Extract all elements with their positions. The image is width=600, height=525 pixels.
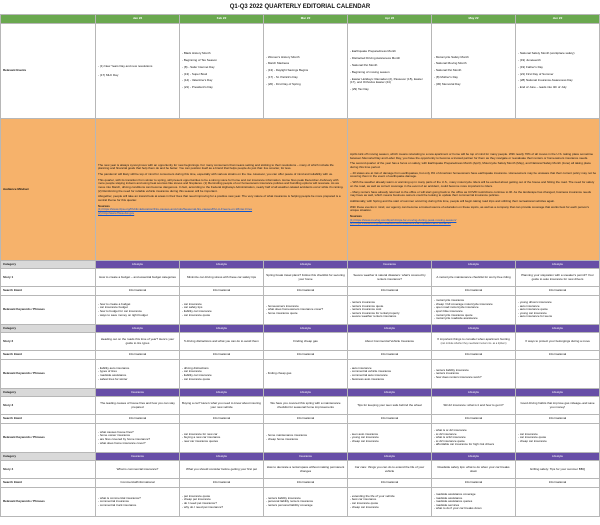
list-item: - home insurance quote: [266, 310, 298, 315]
keywords-cell: [264, 296, 348, 325]
mindset-q1: [96, 119, 348, 261]
row-label-relevant-keywords: Relevant Keywords / Phrases: [1, 424, 96, 453]
list-item: - commercial auto insurance: [350, 373, 388, 377]
search-intent-value: Informational: [432, 479, 516, 488]
keywords-cell: [516, 360, 600, 389]
source-link[interactable]: (1) https://www.moving.com/tips/13-tips-for-moving-during-peak-moving-season/: [350, 217, 457, 222]
list-item: - driving distractions: [182, 365, 209, 370]
list-item: - (29) Tax Day: [350, 86, 369, 91]
search-intent-value: Informational: [432, 351, 516, 360]
list-item: - renters insurance cost: [350, 307, 382, 312]
list-item: - what is commercial insurance?: [98, 495, 141, 500]
list-item: - car safety tips: [182, 305, 203, 310]
list-item: - sport bike insurance: [434, 309, 463, 313]
list-item: - do I need pet insurance?: [182, 501, 217, 505]
category-badge: Insurance: [96, 389, 180, 397]
category-badge: Lifestyle: [432, 325, 516, 333]
search-intent-value: Informational: [516, 479, 600, 488]
list-item: - Beginning of Tax Season: [182, 58, 217, 63]
keywords-row-4: [1, 488, 600, 517]
keywords-row-3: [1, 424, 600, 453]
list-item: - roadside assistance: [98, 373, 127, 377]
list-item: - liability car insurance: [182, 309, 212, 313]
list-item: - motorcycle roadside assistance: [434, 316, 478, 321]
mindset-paragraph: – 40 states are at risk of damage from earthquakes, but only 9% of American homeowners have earthquake insurance. Homeowners may be unaware that their current policy may not be covering them in the event of earthquake damage.: [350, 170, 597, 179]
category-badge: Insurance: [96, 453, 180, 461]
list-item: - young car insurance: [518, 310, 547, 315]
story-title: X important things to consider when apartment hunting (can include whether they need/want renters ins. as a tip/item): [432, 333, 516, 351]
category-row-3: [1, 389, 600, 397]
list-item: - car insurance for new car: [182, 431, 218, 436]
search-intent-value: Informational: [516, 351, 600, 360]
mindset-paragraph: The second quarter of the year has a focus on safety, with Earthquake Preparedness Month (April), Motorcycle Safety Month (May), and National Safety Month (June) all taking place during this time period.: [350, 161, 591, 170]
row-label-relevant-keywords: Relevant Keywords / Phrases: [1, 488, 96, 517]
list-item: - young drivers insurance: [518, 300, 552, 305]
list-item: - commercial vehicle insurance: [350, 369, 392, 374]
list-item: - car insurance: [182, 301, 202, 306]
list-item: - Easter Holidays: Ramadan (2), Passover (15), Easter (17), and Orthodox Easter (24): [350, 76, 423, 85]
row-label-relevant-keywords: Relevant Keywords / Phrases: [1, 360, 96, 389]
list-item: - teen auto insurance: [350, 431, 379, 436]
list-item: - cheap car insurance: [350, 438, 379, 443]
list-item: - Women's History Month: [266, 54, 300, 59]
search-intent-row-3: [1, 415, 600, 424]
list-item: - (13) - Super Bowl: [182, 71, 208, 76]
list-item: - (28) National Insurance Awareness Day: [518, 78, 573, 83]
list-item: - Distracted Driving Awareness Month: [350, 56, 401, 61]
mindset-paragraph: Aprils kick off moving season, which means relocating to a new apartment or home will be top of mind for many people. With nearly 70% of all moves in the U.S. taking place sometime between Memorial Day and Labor Day, you have the opportunity to become a trusted partner for them as they navigate or reevaluate their renters or homeowners insurance needs.: [350, 152, 594, 160]
list-item: - how to budget for car insurance: [98, 309, 142, 313]
list-item: - (1) New Years Day and new resolutions: [98, 63, 153, 68]
list-item: - (20) - First Day of Spring: [266, 81, 301, 86]
list-item: - Beginning of moving season: [350, 69, 390, 74]
keywords-cell: [432, 296, 516, 325]
events-cell-4: [348, 24, 432, 119]
search-intent-value: Informational: [96, 287, 180, 296]
month-header-1: Jan 22: [96, 15, 180, 24]
list-item: - why do I need pet insurance?: [182, 504, 224, 509]
list-item: - motorcycle insurance quote: [434, 312, 473, 317]
keywords-cell: [432, 424, 516, 453]
category-badge: Lifestyle: [348, 325, 432, 333]
month-header-6: Jun 22: [516, 15, 600, 24]
month-header-4: Apr 22: [348, 15, 432, 24]
mindset-paragraph: Additionally, with Spring and the start of summer occurring during this time, people will begin taking road trips and utilizing their recreational vehicles again.: [350, 198, 556, 203]
row-label-search-intent: Search Intent: [1, 415, 96, 424]
list-item: - car insurance quote: [350, 501, 379, 505]
list-item: - renters insurance for rental property: [350, 310, 400, 315]
category-badge: Lifestyle: [264, 325, 348, 333]
keywords-cell: [348, 296, 432, 325]
list-item: - home maintenance insurance: [266, 433, 308, 438]
story-title: Finding cheap gas: [264, 333, 348, 351]
story-title: What is commercial insurance?: [96, 461, 180, 479]
search-intent-value: Informational: [516, 287, 600, 296]
keywords-cell: [264, 424, 348, 453]
list-item: - types of tires: [98, 369, 117, 374]
list-item: - what to do if your car breaks down: [434, 506, 482, 511]
search-intent-value: Informational: [516, 415, 600, 424]
sources-label: Sources: [350, 214, 362, 219]
events-cell-1: [96, 24, 180, 119]
list-item: - March Madness: [266, 61, 290, 66]
category-row-1: [1, 261, 600, 269]
row-label-category: Category: [1, 261, 96, 269]
keywords-cell: [516, 424, 600, 453]
keywords-cell: [516, 488, 600, 517]
search-intent-value: Informational: [180, 287, 264, 296]
story-title: Good driving habits that improve gas mileage–and save you money!: [516, 397, 600, 415]
list-item: - auto insurance for teens: [518, 314, 553, 319]
list-item: - National Moving Month: [434, 61, 467, 66]
search-intent-value: Informational: [180, 415, 264, 424]
list-item: - severe weather renters insurance: [350, 314, 397, 319]
list-item: - renters insurance: [350, 300, 376, 305]
story-title: Car care: things you can do to extend the life of your vehicle: [348, 461, 432, 479]
story-title-row-4: [1, 461, 600, 479]
list-item: - motorcycle insurance: [434, 298, 465, 303]
list-item: - cheap car insurance: [518, 438, 547, 443]
search-intent-value: Informational: [96, 415, 180, 424]
list-item: - renters liability insurance: [266, 495, 301, 500]
search-intent-value: Informational: [264, 479, 348, 488]
list-item: - End of June – leads into 4th of July: [518, 85, 567, 90]
row-label-story-3: Story 3: [1, 397, 96, 415]
list-item: - liability auto insurance: [98, 365, 130, 370]
list-item: - what does homeowners insurance cover?: [266, 307, 324, 312]
mindset-q2: [348, 119, 600, 261]
story-title: About Commercial Vehicle Insurance: [348, 333, 432, 351]
search-intent-value: Informational: [432, 287, 516, 296]
search-intent-value: Informational: [180, 351, 264, 360]
list-item: - National Pet Month: [434, 68, 462, 73]
keywords-cell: [348, 424, 432, 453]
list-item: - cheap / full coverage motorcycle insurance: [434, 301, 493, 306]
list-item: - Motorcycle Safety Month: [434, 54, 469, 59]
row-label-category: Category: [1, 325, 96, 333]
list-item: - (14) - Valentine's Day: [182, 78, 213, 83]
list-item: - open road motorcycle insurance: [434, 305, 479, 310]
month-header-row: [1, 15, 600, 24]
keywords-cell: [264, 488, 348, 517]
search-intent-row-1: [1, 287, 600, 296]
story-title: Roadside safety tips: what to do when your car breaks down: [432, 461, 516, 479]
list-item: - sr-22 insurance: [434, 431, 457, 436]
list-item: - new car insurance quotes: [182, 438, 219, 443]
list-item: - renters personal liability coverage: [266, 502, 313, 507]
events-cell-5: [432, 24, 516, 119]
keywords-cell: [516, 296, 600, 325]
keywords-cell: [348, 360, 432, 389]
category-badge: Lifestyle: [180, 389, 264, 397]
search-intent-row-2: [1, 351, 600, 360]
list-item: - auto insurance quote: [518, 307, 548, 312]
category-badge: Lifestyle: [516, 261, 600, 269]
story-title: A motorcycle maintenance checklist for worry-free riding: [432, 269, 516, 287]
row-label-category: Category: [1, 389, 96, 397]
list-item: - are fires covered by home insurance?: [98, 437, 151, 441]
list-item: - what causes house fires?: [98, 429, 134, 434]
list-item: - National Pet Month: [350, 63, 378, 68]
story-title: Severe weather & natural disasters: what's covered by renters insurance?: [348, 269, 432, 287]
list-item: - (19) Father's Day: [518, 64, 543, 69]
category-badge: Lifestyle: [432, 389, 516, 397]
category-badge: Lifestyle: [180, 261, 264, 269]
keywords-cell: [432, 488, 516, 517]
category-badge: Lifestyle: [348, 453, 432, 461]
calendar-table: [0, 14, 600, 517]
events-cell-3: [264, 24, 348, 119]
list-item: - how does renters insurance work?: [434, 374, 482, 379]
category-badge: Lifestyle: [96, 325, 180, 333]
search-intent-value: Informational: [264, 287, 348, 296]
list-item: - car insurance: [518, 431, 538, 436]
list-item: - car insurance budget: [98, 305, 128, 310]
story-title: 5 driving distractions and what you can do to avoid them: [180, 333, 264, 351]
month-header-2: Feb 22: [180, 15, 264, 24]
mindset-paragraph: This quarter, with its transition from winter to spring, will present opportunities to be a strong voice for home and car insurance information. Home fires peak December–February with more people staying indoors and using heat sources like stoves and fireplaces. (1) Reminding people of our homeowners insurance policies and bundling options will resonate. As we move into March, driving conditions can become dangerous. In fact, according to the Federal Highways Administration, nearly half of all weather-related accidents occur while it's raining. (2) Reinforcing the need for reliable vehicle insurance during this season will be important.: [98, 177, 344, 193]
mindset-paragraph: – Many renters have already returned to the office or will start going back to the office as COVID restrictions continue to lift. As the landscape has changed, business insurance needs may have as well, which means business owners could be looking to update their commercial insurance policies.: [350, 189, 592, 198]
search-intent-value: Informational: [348, 479, 432, 488]
list-item: - renters insurance quote: [350, 303, 384, 308]
story-title: The leading causes of house fires and how you can stay prepared: [96, 397, 180, 415]
mindset-paragraph: The new year is always synonymous with an opportunity for new beginnings. For many consumers that means setting and sticking to their resolutions – many of which include life planning and financial goals that help them do and be better. You can position itself as a brand that helps people do just that: live smarter, for less.: [98, 162, 334, 171]
row-label-search-intent: Search Intent: [1, 351, 96, 360]
header-corner: [1, 15, 96, 24]
story-title: What you should consider before getting your first pet: [180, 461, 264, 479]
list-item: - car insurance quote: [182, 376, 211, 381]
keywords-cell: [180, 488, 264, 517]
mindset-paragraph: – With the weather already warm or warming up in many parts of the U.S., many motorcycle riders will be excited about getting out of the house and hitting the road. The need for safety on the road, as well as correct coverage in the event of an accident, could become more important to riders.: [350, 180, 595, 188]
category-badge: Lifestyle: [432, 261, 516, 269]
list-item: - (30) Memorial Day: [434, 81, 461, 86]
story-title-row-1: [1, 269, 600, 287]
search-intent-value: Informational: [348, 415, 432, 424]
mindset-row: [1, 119, 600, 261]
keywords-cell: [96, 296, 180, 325]
source-link[interactable]: (2) http://www.fhwa.dot.gov: [98, 210, 135, 215]
month-header-3: Mar 22: [264, 15, 348, 24]
list-item: - cheap home insurance: [266, 437, 299, 441]
list-item: - Earthquake Preparedness Month: [350, 49, 396, 54]
keywords-cell: [96, 424, 180, 453]
row-label-story-1: Story 1: [1, 269, 96, 287]
story-title: Grilling safety: Tips for your summer BBQ: [516, 461, 600, 479]
search-intent-value: Informational: [180, 479, 264, 488]
keywords-cell: [96, 488, 180, 517]
row-label-audience-mindset: Audience Mindset: [1, 119, 96, 261]
keywords-cell: [180, 296, 264, 325]
row-label-search-intent: Search Intent: [1, 479, 96, 488]
list-item: - auto insurance: [518, 303, 540, 308]
keywords-cell: [348, 488, 432, 517]
mindset-paragraph: The pandemic will likely still be top of mind for consumers during this time, especially with various strains on the rise. However, you can offer peace of mind and reliability with us.: [98, 171, 333, 176]
search-intent-value: Informational: [348, 287, 432, 296]
list-item: - car insurance quote: [182, 312, 211, 317]
list-item: - (8) - Safer Internet Day: [182, 64, 215, 69]
list-item: - buying a new car insurance: [182, 435, 221, 440]
page-title: Q1-Q3 2022 QUARTERLY EDITORIAL CALENDAR: [229, 4, 371, 10]
list-item: - what does home insurance cover?: [98, 440, 146, 445]
list-item: - ways to save money on tight budget: [98, 312, 148, 317]
list-item: - affordable car insurance for high risk drivers: [434, 442, 495, 447]
keywords-cell: [180, 424, 264, 453]
events-row: [1, 24, 600, 119]
search-intent-value: Informational: [348, 351, 432, 360]
list-item: - best car insurance: [350, 497, 377, 502]
list-item: - (13) - Daylight Savings Begins: [266, 68, 309, 73]
story-title: Heading out on the roads this time of year? Here's your guide to tire types: [96, 333, 180, 351]
story-title: Minimize car driving stress with these car safety tips: [180, 269, 264, 287]
list-item: - commercial insurance: [98, 499, 130, 504]
list-item: - homeowners insurance: [266, 303, 299, 308]
list-item: - National Safety Month (workplace safety): [518, 51, 575, 56]
list-item: - roadside assistance: [434, 495, 463, 500]
story-title: Spring break travel plans? Follow this checklist for securing your home: [264, 269, 348, 287]
search-intent-value: Informational: [264, 415, 348, 424]
row-label-relevant-events: Relevant Events: [1, 24, 96, 119]
list-item: - sr-22 insurance quote: [434, 438, 465, 443]
list-item: - young car insurance: [350, 435, 379, 440]
story-title: We have you covered this spring with a maintenance checklist for seasonal home improvements: [264, 397, 348, 415]
list-item: - (19) Juneteenth: [518, 58, 541, 63]
keywords-cell: [432, 360, 516, 389]
keywords-row-1: [1, 296, 600, 325]
search-intent-row-4: [1, 479, 600, 488]
events-cell-6: [516, 24, 600, 119]
row-label-relevant-keywords: Relevant Keywords / Phrases: [1, 296, 96, 325]
category-badge: Lifestyle: [96, 261, 180, 269]
keywords-cell: [180, 360, 264, 389]
list-item: - roadside services: [434, 502, 460, 507]
category-badge: Lifestyle: [516, 389, 600, 397]
category-badge: Lifestyle: [348, 389, 432, 397]
category-row-2: [1, 325, 600, 333]
category-badge: Lifestyle: [516, 325, 600, 333]
list-item: - personal liability renters insurance: [266, 499, 314, 504]
events-cell-2: [180, 24, 264, 119]
list-item: - liability car insurance: [182, 373, 212, 377]
list-item: - safest tires for winter: [98, 376, 128, 381]
category-badge: Lifestyle: [516, 453, 600, 461]
category-badge: Lifestyle: [264, 389, 348, 397]
sources-label: Sources: [98, 203, 110, 208]
category-badge: Lifestyle: [180, 453, 264, 461]
list-item: - car insurance quote: [518, 435, 547, 440]
story-title-row-2: [1, 333, 600, 351]
row-label-story-4: Story 4: [1, 461, 96, 479]
mindset-paragraph: With these events in mind, our agency can become a trusted source of education on these topics, as well as a company that can provide coverage that works best for each person's unique situation.: [350, 204, 590, 213]
keywords-cell: [96, 360, 180, 389]
story-title: Tips for keeping your teen safe behind the wheel: [348, 397, 432, 415]
list-item: - cheap car insurance: [350, 504, 379, 509]
list-item: - (17) - St. Patrick's Day: [266, 74, 298, 79]
month-header-5: May 22: [432, 15, 516, 24]
story-title: How to create a budget – and essential budget categories: [96, 269, 180, 287]
list-item: - extending the life of your vehicle: [350, 493, 395, 498]
list-item: - renters liability insurance: [434, 367, 469, 372]
row-label-search-intent: Search Intent: [1, 287, 96, 296]
category-badge: Lifestyle: [264, 261, 348, 269]
list-item: - car insurance: [182, 369, 202, 374]
list-item: - how to create a budget: [98, 301, 131, 306]
list-item: - renters insurance: [434, 371, 460, 376]
list-item: - pet insurance quote: [182, 493, 211, 498]
list-item: - commercial truck insurance: [98, 502, 137, 507]
story-title: Buying a car? Here's what you need to know about insuring your new vehicle: [180, 397, 264, 415]
mindset-paragraph: Altogether, people will take an inward look at areas in their lives that need improving for a positive new year. The very nature of what insurance is helping people be more prepared is a central theme for this quarter.: [98, 194, 341, 202]
list-item: - (8) Mother's Day: [434, 74, 458, 79]
search-intent-value: Commercial/Informational: [96, 479, 180, 488]
category-badge: Insurance: [264, 453, 348, 461]
keywords-row-2: [1, 360, 600, 389]
story-title: SR-22 insurance: what is it and how to get it?: [432, 397, 516, 415]
list-item: - Black History Month: [182, 51, 211, 56]
source-link[interactable]: (1) https://www.nfpa.org/Public-Education/Fire-causes-and-risks/Seasonal-fire-causes/Put-A-Freeze-on-Winter-Fires: [98, 207, 253, 212]
list-item: - finding cheap gas: [266, 371, 292, 376]
category-badge: Lifestyle: [180, 325, 264, 333]
list-item: - auto insurance: [350, 365, 372, 370]
story-title: X ways to protect your belongings during a move: [516, 333, 600, 351]
keywords-cell: [264, 360, 348, 389]
category-row-4: [1, 453, 600, 461]
story-title-note: (can include whether they need/want renters ins. as a tip/item): [440, 341, 507, 345]
list-item: - cheap pet insurance: [182, 497, 211, 502]
category-badge: Insurance: [348, 261, 432, 269]
story-title-row-3: [1, 397, 600, 415]
search-intent-value: Informational: [96, 351, 180, 360]
list-item: - (21) - President's Day: [182, 85, 213, 90]
list-item: - what is sr22 insurance: [434, 435, 466, 440]
list-item: - (17) MLK Day: [98, 72, 119, 77]
list-item: - what is sr-22 insurance: [434, 428, 467, 433]
story-title: Planning your staycation with a sneaker's permit? Your guide to auto insurance for new drivers: [516, 269, 600, 287]
search-intent-value: Informational: [432, 415, 516, 424]
list-item: - (21) First Day of Summer: [518, 71, 554, 76]
story-title: How to decorate a rental space without making permanent changes: [264, 461, 348, 479]
row-label-category: Category: [1, 453, 96, 461]
source-link[interactable]: (2) https://www.iii.org/fact-statistic/facts-statistics-earthquakes-and-tsunamis: [350, 221, 451, 226]
list-item: - home owner insurance: [98, 433, 131, 438]
search-intent-value: Informational: [264, 351, 348, 360]
list-item: - roadside assistance coverage: [434, 492, 476, 497]
list-item: - business auto insurance: [350, 376, 385, 381]
row-label-story-2: Story 2: [1, 333, 96, 351]
category-badge: Lifestyle: [432, 453, 516, 461]
list-item: - roadside assistance quotes: [434, 499, 473, 504]
